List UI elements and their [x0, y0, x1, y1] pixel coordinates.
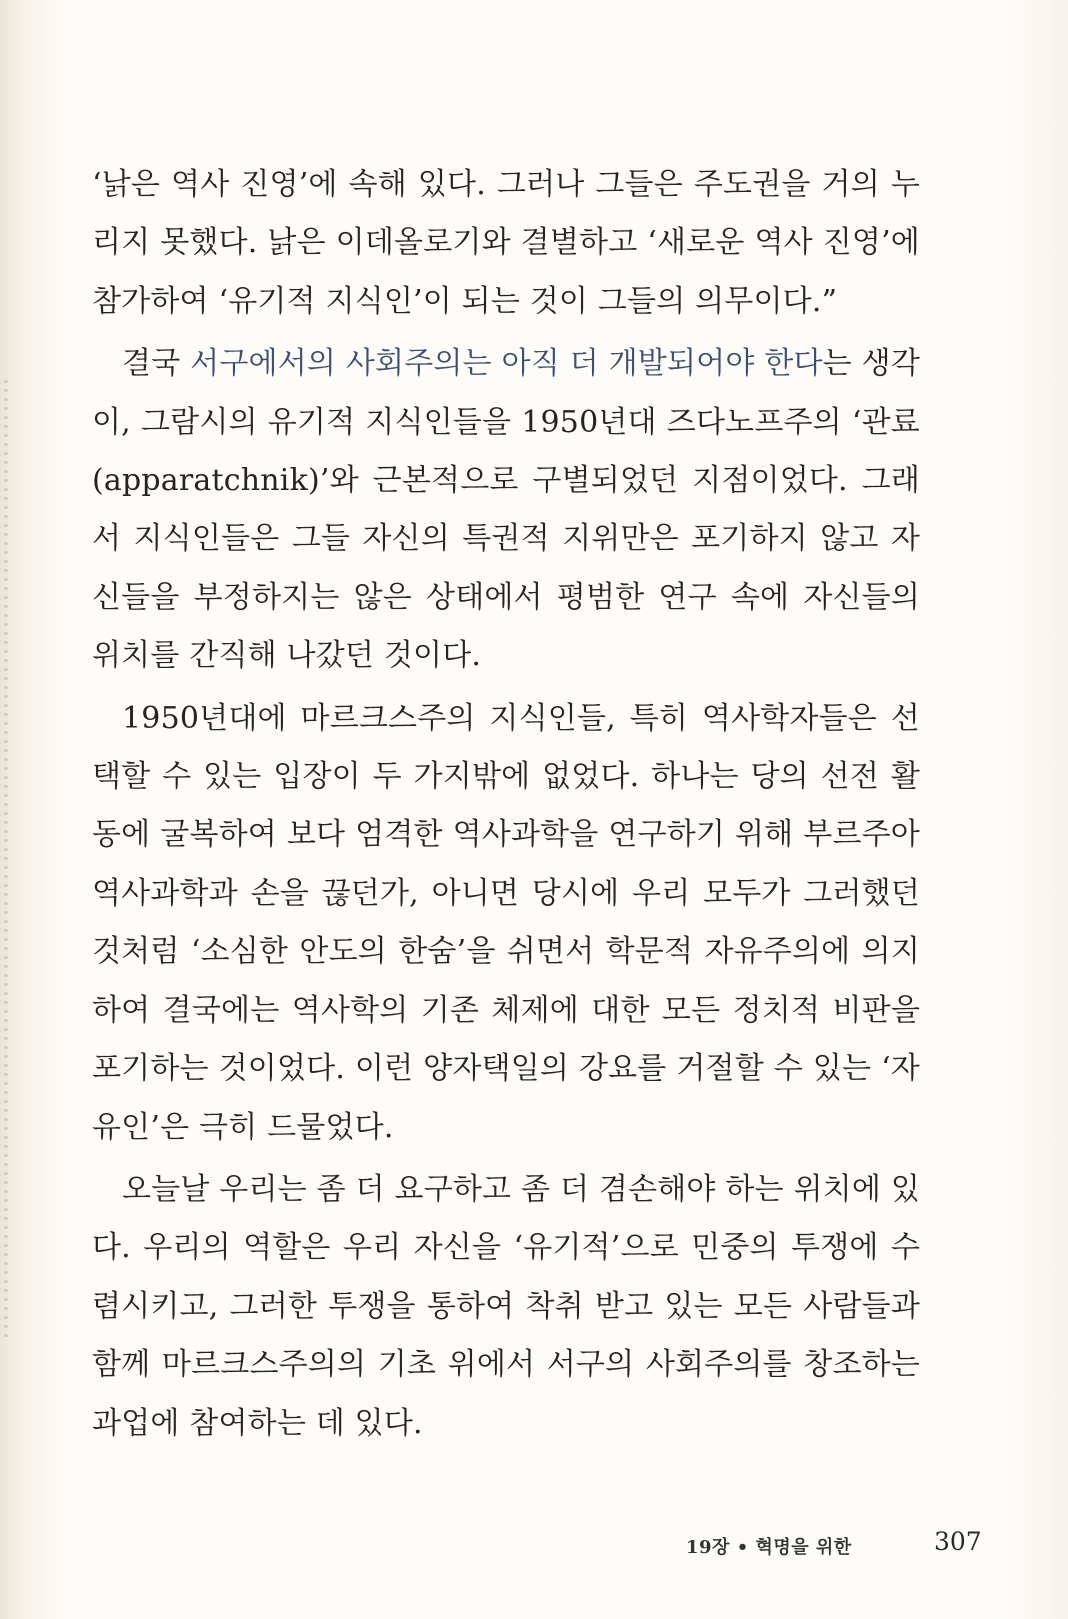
- body-text: [92, 156, 920, 1453]
- text-segment: ‘낡은 역사 진영’에 속해 있다. 그러나 그들은 주도권을 거의 누리지 못했다. 낡은 이데올로기와 결별하고 ‘새로운 역사 진영’에 참가하여 ‘유기적 지식인’이 되는 것이 그들의 의무이다.”: [92, 167, 920, 319]
- paragraph-quote-continuation: [92, 156, 920, 331]
- binding-edge: [4, 380, 8, 1340]
- highlighted-text: 서구에서의 사회주의는 아직 더 개발되어야 한다: [190, 346, 823, 382]
- paragraph-today: [92, 1161, 920, 1453]
- text-segment: 는 생각이, 그람시의 유기적 지식인들을 1950년대 즈다노프주의 ‘관료(apparatchnik)’와 근본적으로 구별되었던 지점이었다. 그래서 지식인들은 그들 자신의 특권적 지위만은 포기하지 않고 자신들을 부정하지는 않은 상태에서 평범한 연구 속에 자신들의 위치를 간직해 나갔던 것이다.: [92, 346, 920, 674]
- text-segment: 결국: [122, 346, 191, 382]
- paragraph-1950s-intellectuals: [92, 690, 920, 1157]
- text-segment: 오늘날 우리는 좀 더 요구하고 좀 더 겸손해야 하는 위치에 있다. 우리의 역할은 우리 자신을 ‘유기적’으로 민중의 투쟁에 수렴시키고, 그러한 투쟁을 통하여 착취 받고 있는 모든 사람들과 함께 마르크스주의의 기초 위에서 서구의 사회주의를 창조하는 과업에 참여하는 데 있다.: [92, 1171, 920, 1441]
- text-segment: 1950년대에 마르크스주의 지식인들, 특히 역사학자들은 선택할 수 있는 입장이 두 가지밖에 없었다. 하나는 당의 선전 활동에 굴복하여 보다 엄격한 역사과학을 연구하기 위해 부르주아 역사과학과 손을 끊던가, 아니면 당시에 우리 모두가 그러했던 것처럼 ‘소심한 안도의 한숨’을 쉬면서 학문적 자유주의에 의지하여 결국에는 역사학의 기존 체제에 대한 모든 정치적 비판을 포기하는 것이었다. 이런 양자택일의 강요를 거절할 수 있는 ‘자유인’은 극히 드물었다.: [92, 700, 920, 1145]
- running-footer: 19장 • 혁명을 위한: [686, 1537, 852, 1558]
- page-number: 307: [934, 1527, 982, 1556]
- paragraph-western-socialism: [92, 335, 920, 685]
